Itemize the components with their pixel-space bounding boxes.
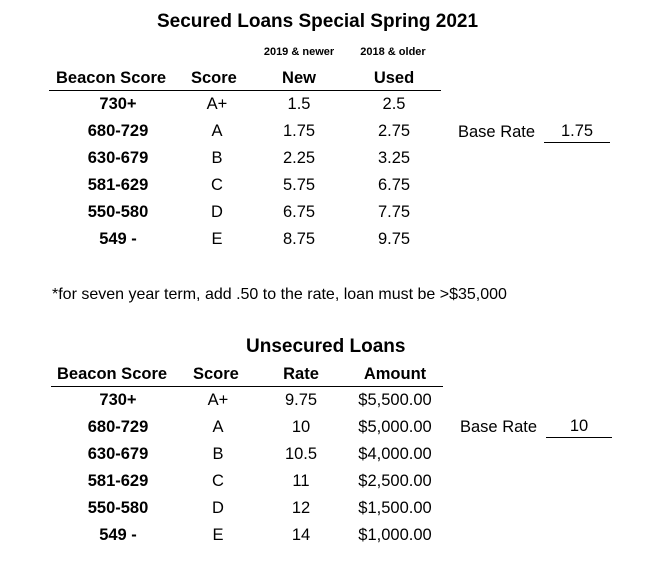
secured-row-score: B bbox=[211, 149, 223, 167]
secured-row-beacon: 549 - bbox=[99, 230, 137, 248]
unsecured-base-rate-underline bbox=[546, 437, 612, 438]
unsecured-header-beacon: Beacon Score bbox=[57, 365, 168, 383]
secured-subheader-new: 2019 & newer bbox=[263, 46, 335, 58]
unsecured-base-rate-label: Base Rate bbox=[460, 418, 538, 436]
secured-row-new: 2.25 bbox=[282, 149, 316, 167]
unsecured-row-score: E bbox=[212, 526, 224, 544]
secured-row-beacon: 581-629 bbox=[87, 176, 149, 194]
secured-row-beacon: 680-729 bbox=[87, 122, 149, 140]
term-note: *for seven year term, add .50 to the rate, loan must be >$35,000 bbox=[52, 286, 507, 303]
secured-subheader-used: 2018 & older bbox=[360, 46, 426, 58]
secured-title: Secured Loans Special Spring 2021 bbox=[157, 11, 479, 32]
unsecured-row-amount: $5,000.00 bbox=[358, 418, 432, 436]
secured-row-new: 1.75 bbox=[282, 122, 316, 140]
secured-base-rate-value: 1.75 bbox=[560, 122, 594, 140]
unsecured-row-score: A bbox=[212, 418, 224, 436]
secured-row-score: D bbox=[211, 203, 223, 221]
unsecured-row-beacon: 680-729 bbox=[87, 418, 149, 436]
unsecured-row-rate: 10 bbox=[291, 418, 311, 436]
secured-row-used: 2.75 bbox=[377, 122, 411, 140]
unsecured-row-score: C bbox=[212, 472, 224, 490]
secured-row-new: 1.5 bbox=[287, 95, 311, 113]
unsecured-base-rate-value: 10 bbox=[569, 417, 589, 435]
unsecured-row-beacon: 730+ bbox=[99, 391, 137, 409]
secured-row-new: 5.75 bbox=[282, 176, 316, 194]
secured-row-score: E bbox=[211, 230, 223, 248]
unsecured-row-beacon: 549 - bbox=[99, 526, 137, 544]
unsecured-row-amount: $4,000.00 bbox=[358, 445, 432, 463]
unsecured-row-rate: 12 bbox=[291, 499, 311, 517]
unsecured-row-beacon: 550-580 bbox=[87, 499, 149, 517]
unsecured-row-amount: $2,500.00 bbox=[358, 472, 432, 490]
unsecured-row-rate: 14 bbox=[291, 526, 311, 544]
secured-row-score: C bbox=[211, 176, 223, 194]
secured-row-beacon: 630-679 bbox=[87, 149, 149, 167]
unsecured-row-beacon: 581-629 bbox=[87, 472, 149, 490]
unsecured-row-rate: 9.75 bbox=[284, 391, 318, 409]
secured-header-new: New bbox=[282, 69, 316, 87]
unsecured-row-score: A+ bbox=[207, 391, 229, 409]
unsecured-header-rate: Rate bbox=[283, 365, 319, 383]
secured-row-used: 9.75 bbox=[377, 230, 411, 248]
secured-header-used: Used bbox=[373, 69, 415, 87]
secured-row-beacon: 730+ bbox=[99, 95, 137, 113]
secured-header-score: Score bbox=[191, 69, 237, 87]
unsecured-row-beacon: 630-679 bbox=[87, 445, 149, 463]
secured-row-new: 6.75 bbox=[282, 203, 316, 221]
unsecured-row-rate: 10.5 bbox=[284, 445, 318, 463]
unsecured-row-amount: $1,000.00 bbox=[358, 526, 432, 544]
unsecured-title: Unsecured Loans bbox=[246, 336, 406, 357]
secured-row-used: 2.5 bbox=[382, 95, 406, 113]
secured-base-rate-label: Base Rate bbox=[458, 123, 536, 141]
unsecured-row-amount: $5,500.00 bbox=[358, 391, 432, 409]
unsecured-header-amount: Amount bbox=[363, 365, 427, 383]
secured-row-new: 8.75 bbox=[282, 230, 316, 248]
unsecured-row-rate: 11 bbox=[292, 472, 310, 490]
unsecured-row-score: B bbox=[212, 445, 224, 463]
secured-base-rate-underline bbox=[544, 142, 610, 143]
unsecured-header-score: Score bbox=[193, 365, 239, 383]
unsecured-row-score: D bbox=[212, 499, 224, 517]
secured-row-beacon: 550-580 bbox=[87, 203, 149, 221]
unsecured-header-rule bbox=[51, 386, 443, 387]
secured-row-used: 7.75 bbox=[377, 203, 411, 221]
secured-row-used: 6.75 bbox=[377, 176, 411, 194]
secured-header-beacon: Beacon Score bbox=[56, 69, 167, 87]
secured-header-rule bbox=[49, 90, 441, 91]
secured-row-score: A bbox=[211, 122, 223, 140]
unsecured-row-amount: $1,500.00 bbox=[358, 499, 432, 517]
secured-row-used: 3.25 bbox=[377, 149, 411, 167]
secured-row-score: A+ bbox=[206, 95, 228, 113]
